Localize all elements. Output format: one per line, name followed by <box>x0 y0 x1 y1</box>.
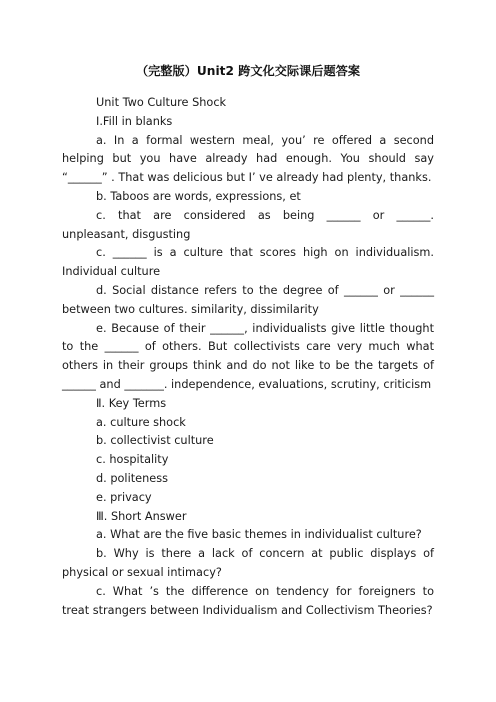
unit-heading: Unit Two Culture Shock <box>96 96 227 109</box>
key-term-item: c. hospitality <box>96 453 169 467</box>
question-a: a. In a formal western meal, you’ re offered a second helping but you have already had enough. You should say “______” . That was delicious but I’ ve already had plenty, thanks. <box>62 133 434 185</box>
key-term-item: d. politeness <box>96 471 168 485</box>
question-d: d. Social distance refers to the degree of ______ or ______ between two cultures. similarity, dissimilarity <box>62 283 434 316</box>
question-b: b. Taboos are words, expressions, et <box>96 189 301 203</box>
key-term-item: b. collectivist culture <box>96 434 214 448</box>
section-heading-key-terms: Ⅱ. Key Terms <box>96 396 167 410</box>
short-answer-question: b. Why is there a lack of concern at public displays of physical or sexual intimacy? <box>62 547 434 579</box>
question-e: e. Because of their ______, individualists give little thought to the ______ of others. But collectivists care very much what others in their groups think and do not like to be the targets of ______ and _______. independence, evaluations, scrutiny, criticism <box>62 321 434 391</box>
document-title: （完整版）Unit2 跨文化交际课后题答案 <box>135 64 361 78</box>
short-answer-question: a. What are the five basic themes in individualist culture? <box>96 528 422 542</box>
section-heading-short-answer: Ⅲ. Short Answer <box>96 509 187 523</box>
short-answer-question: c. What ’s the difference on tendency for foreigners to treat strangers between Individualism and Collectivism Theories? <box>62 584 434 617</box>
document-body <box>62 94 434 620</box>
question-c-continued: c. that are considered as being ______ or ______. unpleasant, disgusting <box>62 208 434 241</box>
key-term-item: e. privacy <box>96 490 152 504</box>
question-c: c. ______ is a culture that scores high on individualism. Individual culture <box>62 246 434 279</box>
key-term-item: a. culture shock <box>96 415 186 429</box>
section-heading-fill-in-blanks: Ⅰ.Fill in blanks <box>96 114 173 128</box>
